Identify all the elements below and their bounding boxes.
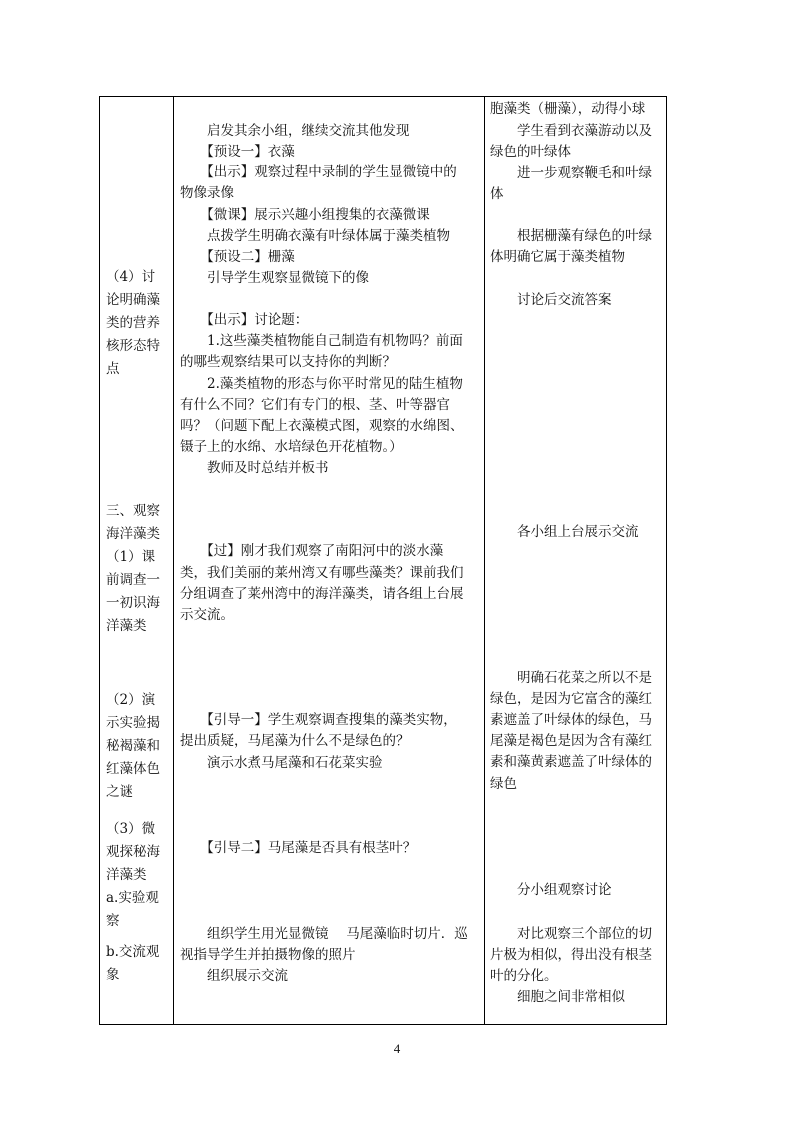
stage-text: 之谜 [106,784,133,800]
teacher-text: 演示水煮马尾藻和石花菜实验 [180,755,383,771]
page-number: 4 [393,1041,401,1056]
teacher-text: 【出示】观察过程中录制的学生显微镜中的 [180,164,457,180]
teacher-text: 【预设一】衣藻 [180,144,295,160]
stage-text: a.实验观 [106,890,159,906]
stage-text: 论明确藻 [106,292,160,308]
teacher-column [174,97,484,1024]
student-text: 明确石花菜之所以不是 [490,670,652,686]
teacher-text: 教师及时总结并板书 [180,460,329,476]
stage-text: 示实验揭 [106,715,160,731]
stage-text: b.交流观 [106,944,160,960]
student-text: 体 [490,186,504,202]
teacher-text: 视指导学生并拍摄物像的照片 [180,947,356,963]
stage-text: （3）微 [106,821,156,837]
student-text: 学生看到衣藻游动以及 [490,123,652,139]
student-text: 根据栅藻有绿色的叶绿 [490,228,652,244]
teacher-text: 提出质疑，马尾藻为什么不是绿色的？ [180,733,410,749]
stage-text: （1）课 [106,549,156,565]
stage-text: 观探秘海 [106,844,160,860]
student-text: 细胞之间非常相似 [490,989,625,1005]
student-text: 素遮盖了叶绿体的绿色，马 [490,712,652,728]
teacher-text: 类，我们美丽的莱州湾又有哪些藻类？课前我们 [180,565,464,581]
stage-text: 前调查一 [106,572,160,588]
teacher-text: 点拨学生明确衣藻有叶绿体属于藻类植物 [180,228,450,244]
student-text: 讨论后交流答案 [490,292,612,308]
student-text: 对比观察三个部位的切 [490,926,652,942]
student-text: 素和藻黄素遮盖了叶绿体的 [490,754,652,770]
teacher-text: 物像录像 [180,185,234,201]
stage-text: 一初识海 [106,595,160,611]
teacher-text: 【引导一】学生观察调查搜集的藻类实物， [180,712,457,728]
teacher-text: 【过】刚才我们观察了南阳河中的淡水藻 [180,543,444,559]
student-text: 各小组上台展示交流 [490,524,639,540]
lesson-table [99,96,667,1025]
teacher-text: 示交流。 [180,607,234,623]
stage-text: 红藻体色 [106,761,160,777]
stage-text: 洋藻类 [106,618,147,634]
student-text: 绿色的叶绿体 [490,144,571,160]
stage-text: 海洋藻类 [106,526,160,542]
teacher-text: 吗？（问题下配上衣藻模式图，观察的水绵图、 [180,418,464,434]
stage-text: 点 [106,361,120,377]
stage-text: 类的营养 [106,315,160,331]
student-text: 进一步观察鞭毛和叶绿 [490,165,652,181]
teacher-text: 启发其余小组，继续交流其他发现 [180,123,410,139]
teacher-text: 【出示】讨论题： [180,312,309,328]
stage-text: （4）讨 [106,269,156,285]
student-text: 片极为相似，得出没有根茎 [490,947,652,963]
stage-column [100,97,173,1024]
stage-text: 象 [106,967,120,983]
teacher-text: 1.这些藻类植物能自己制造有机物吗？前面 [180,333,463,349]
student-column [485,97,666,1024]
teacher-text: 组织学生用光显微镜 马尾藻临时切片．巡 [180,926,468,942]
student-text: 绿色 [490,776,517,792]
student-text: 胞藻类（栅藻），动得小球 [490,101,646,117]
stage-text: 洋藻类 [106,867,147,883]
teacher-text: 组织展示交流 [180,968,288,984]
student-text: 绿色，是因为它富含的藻红 [490,691,652,707]
student-text: 体明确它属于藻类植物 [490,249,625,265]
teacher-text: 【预设二】栅藻 [180,249,295,265]
stage-text: （2）演 [106,692,156,708]
stage-text: 核形态特 [106,338,160,354]
teacher-text: 2.藻类植物的形态与你平时常见的陆生植物 [180,376,463,392]
stage-text: 察 [106,913,120,929]
student-text: 分小组观察讨论 [490,882,612,898]
teacher-text: 的哪些观察结果可以支持你的判断？ [180,354,396,370]
teacher-text: 分组调查了莱州湾中的海洋藻类，请各组上台展 [180,586,464,602]
teacher-text: 【微课】展示兴趣小组搜集的衣藻微课 [180,207,430,223]
student-text: 尾藻是褐色是因为含有藻红 [490,733,652,749]
student-text: 叶的分化。 [490,968,558,984]
teacher-text: 镊子上的水绵、水培绿色开花植物。） [180,439,403,455]
stage-text: 三、观察 [106,503,160,519]
teacher-text: 有什么不同？它们有专门的根、茎、叶等器官 [180,397,450,413]
teacher-text: 引导学生观察显微镜下的像 [180,270,369,286]
teacher-text: 【引导二】马尾藻是否具有根茎叶？ [180,840,417,856]
stage-text: 秘褐藻和 [106,738,160,754]
